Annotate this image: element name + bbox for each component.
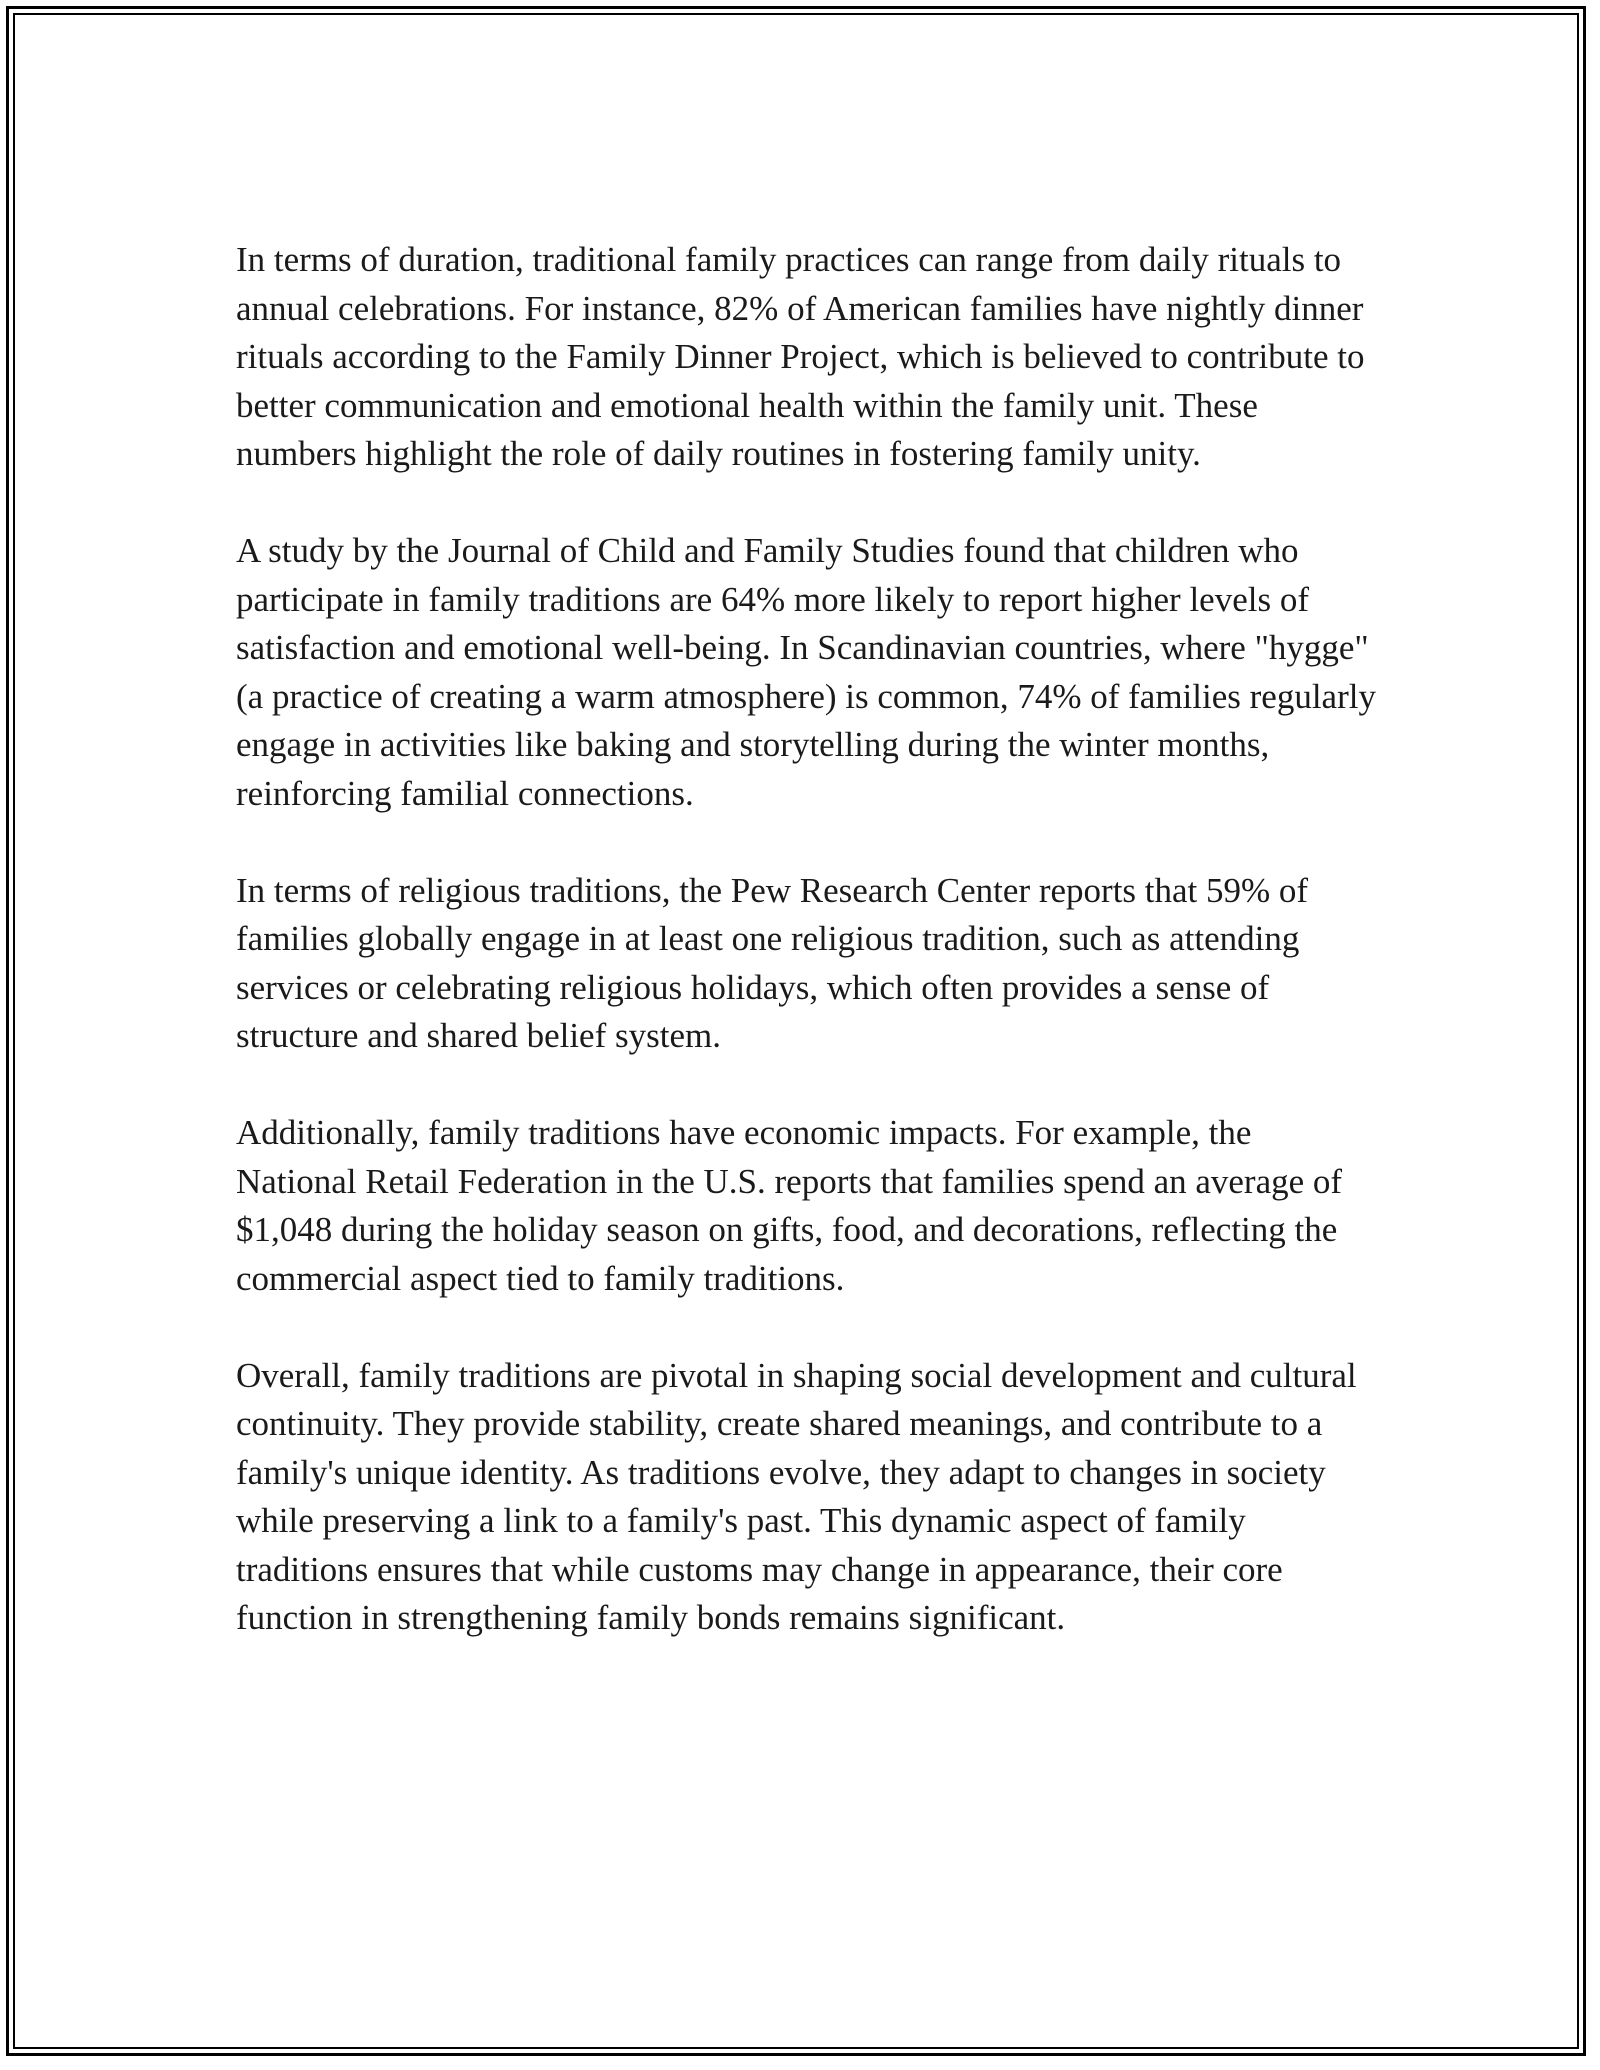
document-body: [236, 236, 1376, 1691]
paragraph-overall: Overall, family traditions are pivotal in shaping social development and cultural continuity. They provide stability, create shared meanings, and contribute to a family's unique identity. As traditions evolve, they adapt to changes in society while preserving a link to a family's past. This dynamic aspect of family traditions ensures that while customs may change in appearance, their core function in strengthening family bonds remains significant.: [236, 1355, 1357, 1637]
paragraph-duration: In terms of duration, traditional family practices can range from daily rituals to annual celebrations. For instance, 82% of American families have nightly dinner rituals according to the Family Dinner Project, which is believed to contribute to better communication and emotional health within the family unit. These numbers highlight the role of daily routines in fostering family unity.: [236, 240, 1365, 473]
paragraph-study: A study by the Journal of Child and Family Studies found that children who participate in family traditions are 64% more likely to report higher levels of satisfaction and emotional well-being. In Scandinavian countries, where "hygge" (a practice of creating a warm atmosphere) is common, 74% of families regularly engage in activities like baking and storytelling during the winter months, reinforcing familial connections.: [236, 531, 1376, 813]
paragraph-religious: In terms of religious traditions, the Pew Research Center reports that 59% of families globally engage in at least one religious tradition, such as attending services or celebrating religious holidays, which often provides a sense of structure and shared belief system.: [236, 870, 1309, 1055]
paragraph-economic: Additionally, family traditions have economic impacts. For example, the National Retail Federation in the U.S. reports that families spend an average of $1,048 during the holiday season on gifts, food, and decorations, reflecting the commercial aspect tied to family traditions.: [236, 1113, 1343, 1298]
